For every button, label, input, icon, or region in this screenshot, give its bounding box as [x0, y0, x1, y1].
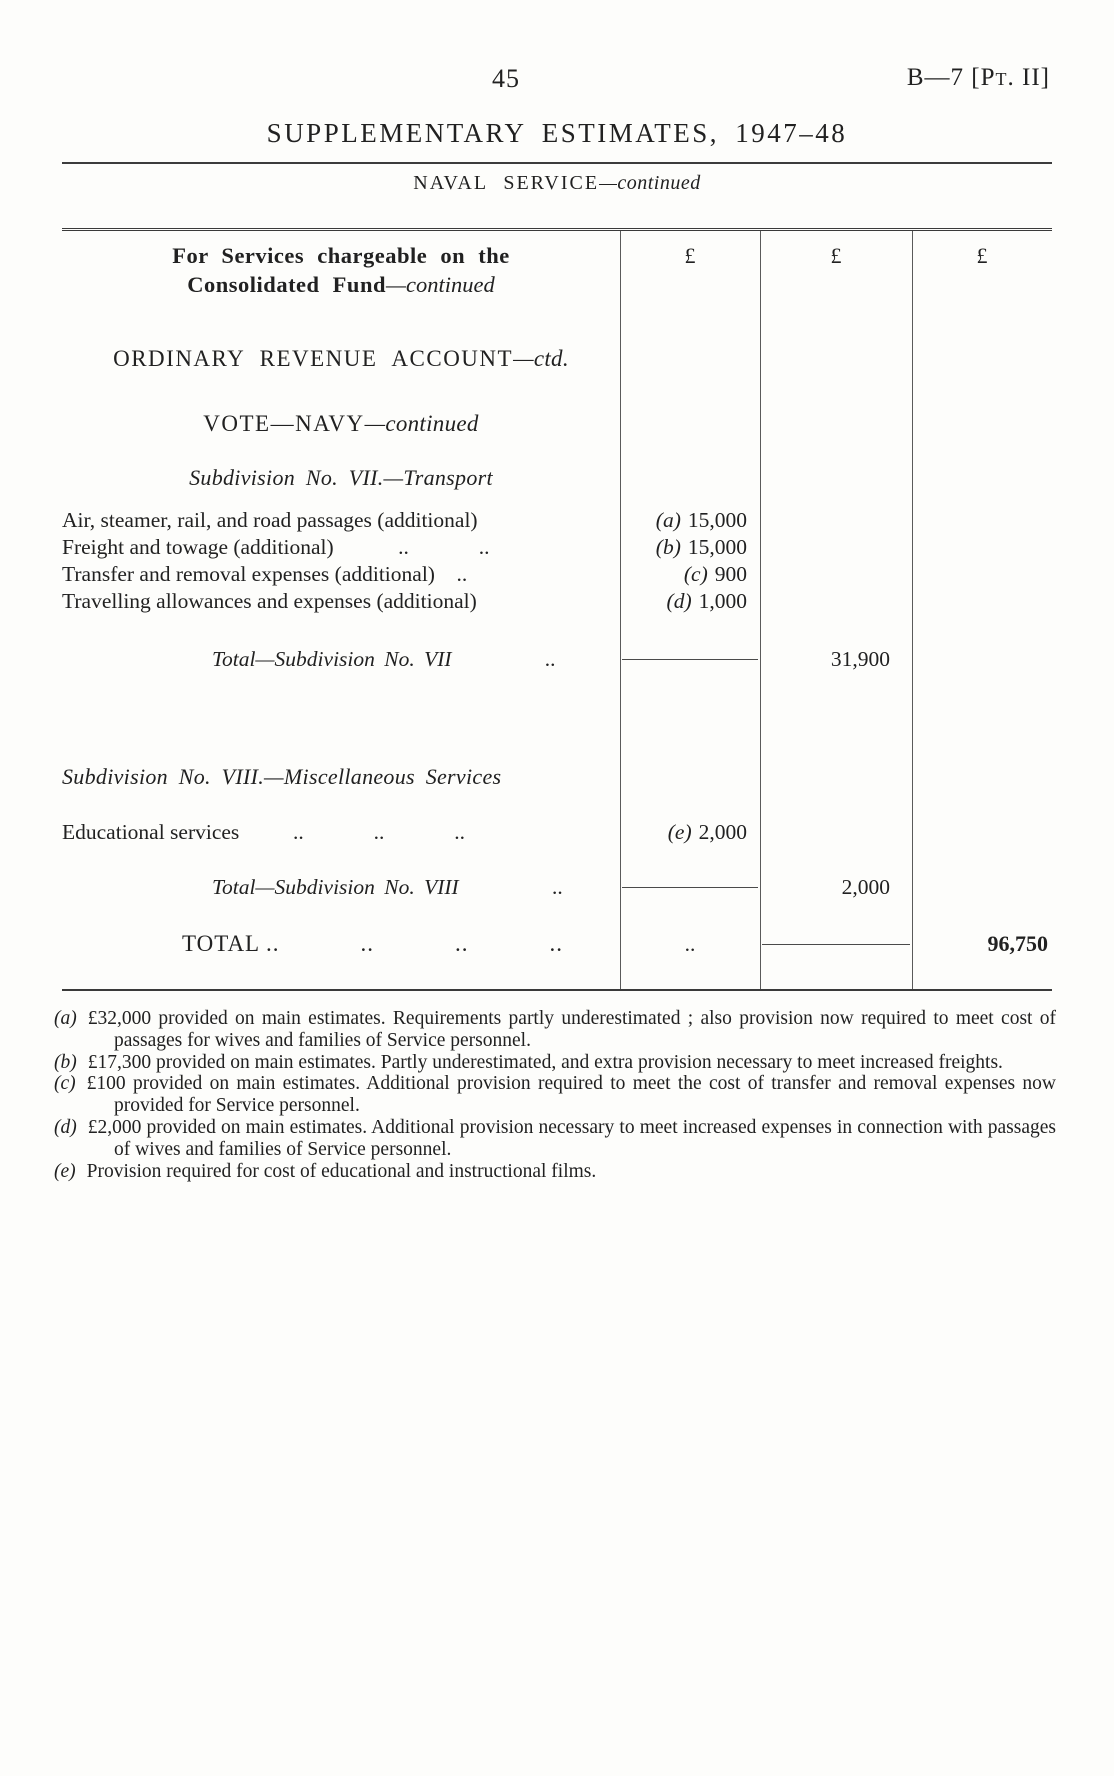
- item-label: Educational services .. .. ..: [62, 820, 466, 844]
- item-amount: 2,000: [698, 820, 747, 844]
- sum-rule: [762, 944, 910, 945]
- sum-rule-cell: [620, 887, 760, 888]
- vote-heading-suffix: —continued: [364, 411, 479, 436]
- footnote-c-marker: (c): [54, 1073, 76, 1095]
- total-subdivision-vii-row: [62, 647, 1052, 672]
- page-number: 45: [492, 64, 520, 93]
- footnotes: [54, 1008, 1056, 1182]
- account-heading: [62, 346, 620, 372]
- footnote-b: [54, 1052, 1056, 1074]
- footnote-d: [54, 1117, 1056, 1161]
- item-label: Freight and towage (additional) .. ..: [62, 535, 490, 559]
- total-subdivision-vii-amount: 31,900: [830, 647, 890, 671]
- vote-heading-caps: VOTE—NAVY: [203, 411, 365, 436]
- item-row-educational: [62, 820, 1052, 845]
- footnote-c-text: £100 provided on main estimates. Additional provision required to meet the cost of transfer and removal expenses now provided for Service personnel.: [86, 1073, 1056, 1117]
- footnote-ref-a: (a): [655, 508, 681, 532]
- footnote-ref-e: (e): [667, 820, 692, 844]
- stub-header-continued: —continued: [385, 272, 495, 297]
- page-header: [62, 64, 1052, 100]
- item-amount-cell: [620, 820, 760, 845]
- grand-total-amount: 96,750: [987, 931, 1048, 956]
- vote-heading: [62, 411, 620, 437]
- item-amount: 900: [714, 562, 747, 586]
- item-amount-cell: [620, 535, 760, 560]
- item-row-air-passages: [62, 508, 1052, 533]
- sum-rule-cell: [760, 944, 912, 945]
- subdivision-vii-heading: Subdivision No. VII.—Transport: [189, 465, 493, 490]
- account-heading-caps: ORDINARY REVENUE ACCOUNT: [113, 346, 514, 371]
- sum-rule: [622, 887, 758, 888]
- footnote-a: [54, 1008, 1056, 1052]
- item-amount: 15,000: [687, 535, 747, 559]
- item-amount: 15,000: [687, 508, 747, 532]
- account-heading-row: [62, 346, 1052, 372]
- grand-total-label: TOTAL .. .. .. ..: [182, 931, 564, 956]
- footnote-e-text: Provision required for cost of educational and instructional films.: [86, 1160, 597, 1182]
- footnote-d-marker: (d): [54, 1116, 77, 1138]
- footnote-a-marker: (a): [54, 1008, 77, 1029]
- total-subdivision-viii-row: [62, 875, 1052, 900]
- footnote-b-marker: (b): [54, 1051, 77, 1073]
- item-amount-cell: [620, 562, 760, 587]
- grand-total-dots: ..: [684, 931, 696, 956]
- footnote-e: [54, 1161, 1056, 1183]
- currency-header-2: £: [830, 243, 842, 268]
- footnote-ref-b: (b): [655, 535, 681, 559]
- section-subtitle-caps: NAVAL SERVICE: [413, 172, 600, 194]
- footnote-ref-d: (d): [666, 589, 692, 613]
- sum-rule: [622, 659, 758, 660]
- subdivision-viii-heading: Subdivision No. VIII.—Miscellaneous Services: [62, 764, 502, 789]
- total-subdivision-vii-label: Total—Subdivision No. VII ..: [212, 647, 557, 671]
- footnote-ref-c: (c): [683, 562, 708, 586]
- item-row-travelling: [62, 589, 1052, 614]
- item-amount-cell: [620, 508, 760, 533]
- item-amount: 1,000: [698, 589, 747, 613]
- currency-header-1: £: [684, 243, 696, 268]
- stub-header-line1: For Services chargeable on the: [172, 243, 510, 268]
- title-rule: [62, 162, 1052, 164]
- item-label: Travelling allowances and expenses (additional): [62, 589, 477, 613]
- total-subdivision-viii-amount: 2,000: [841, 875, 890, 899]
- total-subdivision-viii-label: Total—Subdivision No. VIII ..: [212, 875, 564, 899]
- footnote-b-text: £17,300 provided on main estimates. Partly underestimated, and extra provision necessary to meet increased freights.: [87, 1051, 1003, 1073]
- grand-total-row: [62, 931, 1052, 957]
- sum-rule-cell: [620, 659, 760, 660]
- item-label: Transfer and removal expenses (additional) ..: [62, 562, 468, 586]
- footnote-e-marker: (e): [54, 1160, 76, 1182]
- footnote-a-text: £32,000 provided on main estimates. Requirements partly underestimated ; also provision now required to meet cost of passages for wives and families of Service personnel.: [87, 1008, 1056, 1051]
- account-heading-suffix: —ctd.: [513, 346, 569, 371]
- currency-header-3: £: [976, 243, 988, 268]
- section-subtitle: [62, 172, 1052, 195]
- section-subtitle-continued: —continued: [599, 172, 701, 194]
- page-reference: B—7 [Pt. II]: [906, 64, 1050, 91]
- vote-heading-row: [62, 411, 1052, 437]
- subdivision-vii-heading-row: [62, 465, 1052, 491]
- item-row-transfer: [62, 562, 1052, 587]
- stub-column-header: [62, 241, 620, 299]
- item-label: Air, steamer, rail, and road passages (additional): [62, 508, 478, 532]
- footnote-d-text: £2,000 provided on main estimates. Additional provision necessary to meet increased expenses in connection with passages of wives and families of Service personnel.: [87, 1116, 1056, 1160]
- footnote-c: [54, 1073, 1056, 1117]
- estimates-table: [62, 228, 1052, 991]
- item-amount-cell: [620, 589, 760, 614]
- table-header-row: [62, 241, 1052, 299]
- stub-header-line2: Consolidated Fund: [187, 272, 386, 297]
- subdivision-viii-heading-row: [62, 764, 1052, 790]
- item-row-freight: [62, 535, 1052, 560]
- document-title: SUPPLEMENTARY ESTIMATES, 1947–48: [266, 118, 848, 148]
